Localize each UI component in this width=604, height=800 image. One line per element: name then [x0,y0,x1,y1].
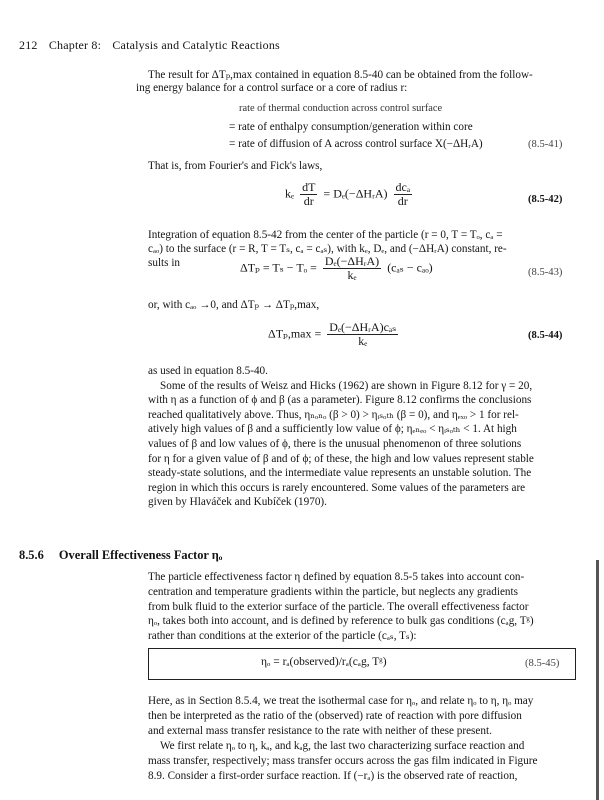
page-number: 212 [19,38,38,52]
text-line: reached qualitatively above. Thus, ηₙₒₙₒ (β > 0) > ηᵢₛₒₜₕ (β = 0), and ηₑₓₒ > 1 for rel- [148,408,519,421]
text-line: from bulk fluid to the exterior surface of the particle. The overall effectiveness factor [148,600,529,613]
text-line: region in which this occurs is rarely encountered. Some values of the parameters are [148,481,526,494]
overall-effectiveness-paragraph [148,570,576,644]
eq42-dr-2: dr [397,194,408,208]
scan-edge-mark [596,560,599,800]
text-line: given by Hlaváček and Kubíček (1970). [148,496,327,509]
text-line: atively high values of β and a sufficiently low value of ϕ; ηₑₙₑₒ < ηᵢₛₒₜₕ < 1. At high [148,423,517,436]
intro-line: The result for ΔTₚ,max contained in equation 8.5-40 can be obtained from the follow- [148,69,533,81]
equation-number-42: (8.5-42) [528,194,563,205]
text-line: then be interpreted as the ratio of the (observed) rate of reaction with pore diffusion [148,710,522,722]
eq42-fraction-right [394,181,413,208]
text-line: cₐₒ) to the surface (r = R, T = Tₛ, cₐ = cₐₛ), with kₑ, Dₑ, and (−ΔHᵣA) constant, re- [148,243,507,256]
eq42-middle: = Dₑ(−ΔHᵣA) [323,186,388,201]
eq42-dr: dr [303,194,314,208]
isothermal-paragraph [148,694,576,784]
text-line: Here, as in Section 8.5.4, we treat the isothermal case for ηₒ, and relate ηₒ to η, ηₒ may [148,695,534,707]
text-line: sults in [148,257,181,270]
equation-8-5-42 [285,181,415,208]
balance-line-3: = rate of diffusion of A across control surface X(−ΔHᵣA) [229,138,483,150]
text-line: centration and temperature gradients within the particle, but neglects any gradients [148,585,518,598]
equation-number-43: (8.5-43) [528,267,563,278]
equation-number-41: (8.5-41) [528,139,563,150]
text-line: as used in equation 8.5-40. [148,365,268,377]
eq43-numerator: Dₑ(−ΔHᵣA) [324,254,380,268]
eq45-expression: ηₒ = rₐ(observed)/rₐ(cₐg, Tᵍ) [261,656,387,668]
text-line: with η as a function of ϕ and β (as a parameter). Figure 8.12 confirms the conclusions [148,394,532,407]
equation-8-5-44 [268,321,401,348]
chapter-label: Chapter 8: [48,38,102,52]
text-line: We first relate ηₒ to η, kₐ, and kₐg, the last two characterizing surface reaction and [160,740,525,752]
text-line: ηₒ, takes both into account, and is defined by reference to bulk gas conditions (cₐg, Tᵍ) [148,615,534,628]
equation-number-45: (8.5-45) [525,658,560,669]
section-title: Overall Effectiveness Factor ηₒ [58,548,223,562]
boxed-equation-8-5-45 [148,648,576,680]
equation-8-5-43 [240,255,433,282]
text-line: Some of the results of Weisz and Hicks (1962) are shown in Figure 8.12 for γ = 20, [160,379,533,392]
eq43-denominator: kₑ [347,268,357,282]
text-line: Integration of equation 8.5-42 from the center of the particle (r = 0, T = Tₒ, cₐ = [148,229,503,241]
laws-intro-text: That is, from Fourier's and Fick's laws, [148,160,323,172]
chapter-title: Catalysis and Catalytic Reactions [112,38,280,52]
eq43-right: (cₐₛ − cₐₒ) [387,260,433,275]
eq43-left: ΔTₚ = Tₛ − Tₒ = [240,260,317,275]
text-line: steady-state solutions, and the intermediate value represents an unstable solution. The [148,467,532,480]
section-number: 8.5.6 [19,548,44,562]
eq44-fraction [327,321,398,348]
text-line: values of β and low values of ϕ, there is the unusual phenomenon of three solutions [148,437,522,450]
eq44-denominator: kₑ [358,334,368,348]
text-line: for η for a given value of β and of ϕ; of these, the high and low values represent stable [148,452,534,465]
text-line: and external mass transfer resistance to the rate with neither of these present. [148,725,492,737]
text-line: rather than conditions at the exterior of the particle (cₐₛ, Tₛ): [148,630,417,643]
eq44-numerator: Dₑ(−ΔHᵣA)cₐₛ [329,320,397,334]
balance-line-2: = rate of enthalpy consumption/generation within core [229,121,473,133]
text-line: 8.9. Consider a first-order surface reaction. If (−rₐ) is the observed rate of reaction, [148,770,518,782]
eq43-fraction [323,255,381,282]
eq42-fraction-left [300,181,317,208]
section-heading [19,548,222,563]
text-line: mass transfer, respectively; mass transfer occurs across the gas film indicated in Figure [148,755,538,767]
or-with-text: or, with cₐₒ →0, and ΔTₚ → ΔTₚ,max, [148,299,320,311]
eq42-dT: dT [302,180,316,194]
eq42-k: kₑ [285,186,295,201]
intro-line: ing energy balance for a control surface or a core of radius r: [136,82,408,94]
weisz-hicks-paragraph [148,364,576,510]
eq44-left: ΔTₚ,max = [268,326,322,341]
running-header [19,38,288,53]
text-line: The particle effectiveness factor η defined by equation 8.5-5 takes into account con- [148,571,525,583]
eq42-dcA: dcₐ [395,180,411,194]
equation-number-44: (8.5-44) [528,330,563,341]
balance-line-1: rate of thermal conduction across control surface [239,103,443,114]
